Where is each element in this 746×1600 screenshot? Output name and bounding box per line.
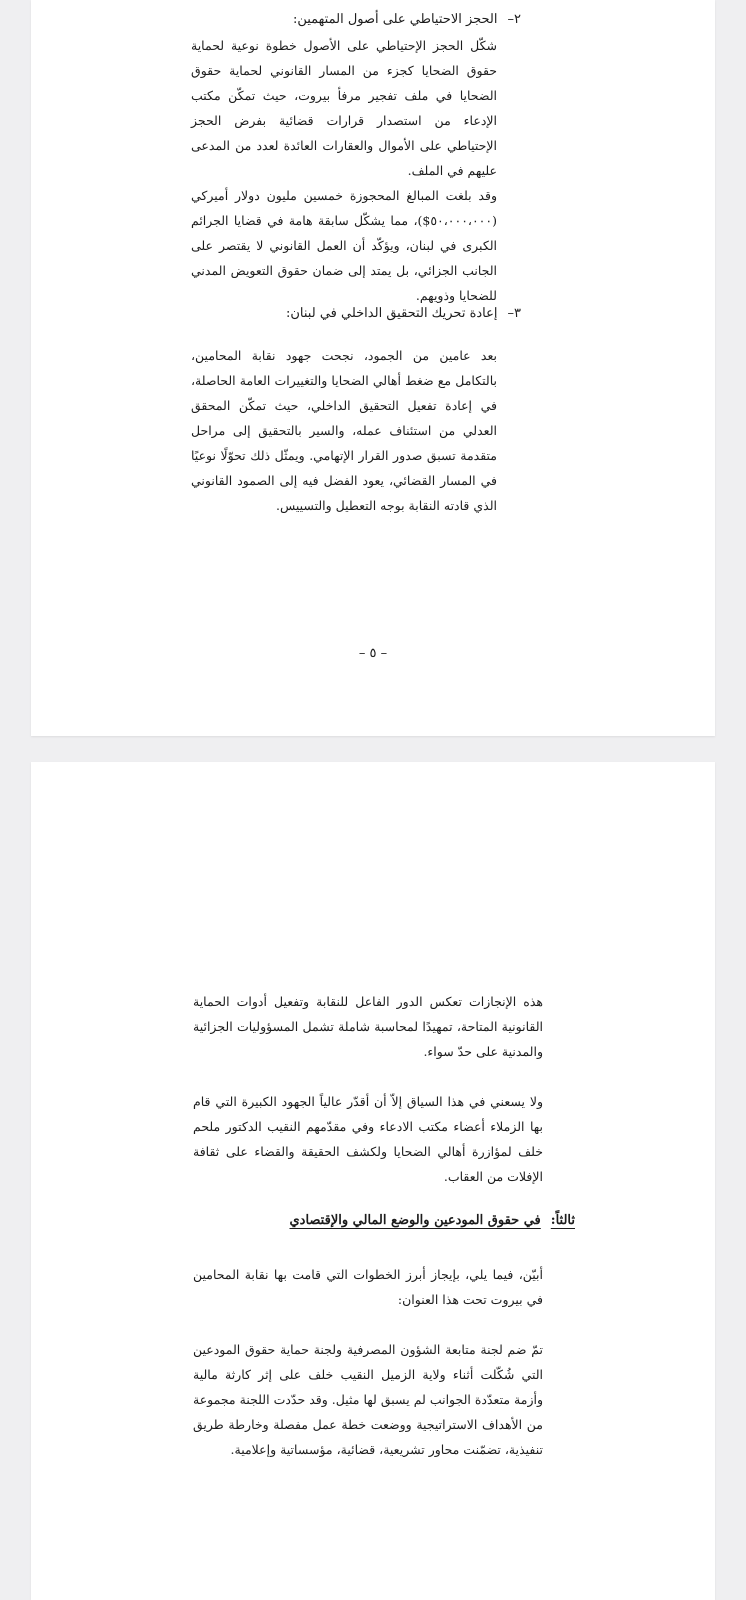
section-2-paragraph-1: شكّل الحجز الإحتياطي على الأصول خطوة نوعية لحماية حقوق الضحايا كجزء من المسار القانوني لحماية حقوق الضحايا في ملف تفجير مرفأ بيروت، حيث تمكّن مكتب الإدعاء من استصدار قرارات قضائية بفرض الحجز الإحتياطي على الأموال والعقارات العائدة لعدد من المدعى عليهم في الملف. [191,38,497,178]
page-number: – ٥ – [358,646,388,661]
committee-paragraph [193,1337,543,1462]
section-2-number: ٢– [507,12,521,27]
document-page-1 [31,0,715,736]
section-2-heading [293,9,521,31]
section-3-body [191,343,497,518]
section-title: في حقوق المودعين والوضع المالي والإقتصادي [289,1213,541,1228]
document-page-2 [31,762,715,1600]
acknowledgement-paragraph [193,1089,543,1189]
section-3-number: ٣– [507,306,521,321]
section-label: ثالثاً: [550,1213,575,1228]
paragraph-text: هذه الإنجازات تعكس الدور الفاعل للنقابة وتفعيل أدوات الحماية القانونية المتاحة، تمهيدًا لمحاسبة شاملة تشمل المسؤوليات الجزائية والمدنية على حدّ سواء. [193,994,543,1059]
section-2-title: الحجز الاحتياطي على أصول المتهمين: [292,12,498,27]
section-2-paragraph-2: وقد بلغت المبالغ المحجوزة خمسين مليون دولار أميركي (٥٠،٠٠٠،٠٠٠$)، مما يشكّل سابقة هامة في قضايا الجرائم الكبرى في لبنان، ويؤكّد أن العمل القانوني لا يقتصر على الجانب الجزائي، بل يمتد إلى ضمان حقوق التعويض المدني للضحايا وذويهم. [191,188,497,303]
paragraph-text: أبيّن، فيما يلي، بإيجاز أبرز الخطوات التي قامت بها نقابة المحامين في بيروت تحت هذا العنوان: [193,1267,543,1307]
section-3-paragraph: بعد عامين من الجمود، نجحت جهود نقابة المحامين، بالتكامل مع ضغط أهالي الضحايا والتغييرات العامة الحاصلة، في إعادة تفعيل التحقيق الداخلي، حيث تمكّن المحقق العدلي من استئناف عمله، والسير بالتحقيق إلى مراحل متقدمة تسبق صدور القرار الإتهامي. ويمثّل ذلك تحوّلًا نوعيًا في المسار القضائي، يعود الفضل فيه إلى الصمود القانوني الذي قادته النقابة بوجه التعطيل والتسييس. [191,348,497,513]
paragraph-text: تمّ ضم لجنة متابعة الشؤون المصرفية ولجنة حماية حقوق المودعين التي شُكّلت أثناء ولاية الزميل النقيب خلف على إثر كارثة مالية وأزمة متعدّدة الجوانب لم يسبق لها مثيل. وقد حدّدت اللجنة مجموعة من الأهداف الاستراتيجية ووضعت خطة عمل مفصلة وخارطة طريق تنفيذية، تضمّنت محاور تشريعية، قضائية، مؤسساتية وإعلامية. [193,1342,543,1457]
section-3-title: إعادة تحريك التحقيق الداخلي في لبنان: [286,306,498,321]
section-3-heading [286,303,521,325]
paragraph-text: ولا يسعني في هذا السياق إلاّ أن أقدّر عالياً الجهود الكبيرة التي قام بها الزملاء أعضاء مكتب الادعاء وفي مقدّمهم النقيب الدكتور ملحم خلف لمؤازرة أهالي الضحايا ولكشف الحقيقة والقضاء على ثقافة الإفلات من العقاب. [193,1094,543,1184]
achievements-paragraph [193,989,543,1064]
section-3-main-heading [289,1210,575,1232]
section-2-body [191,33,497,308]
intro-paragraph [193,1262,543,1312]
